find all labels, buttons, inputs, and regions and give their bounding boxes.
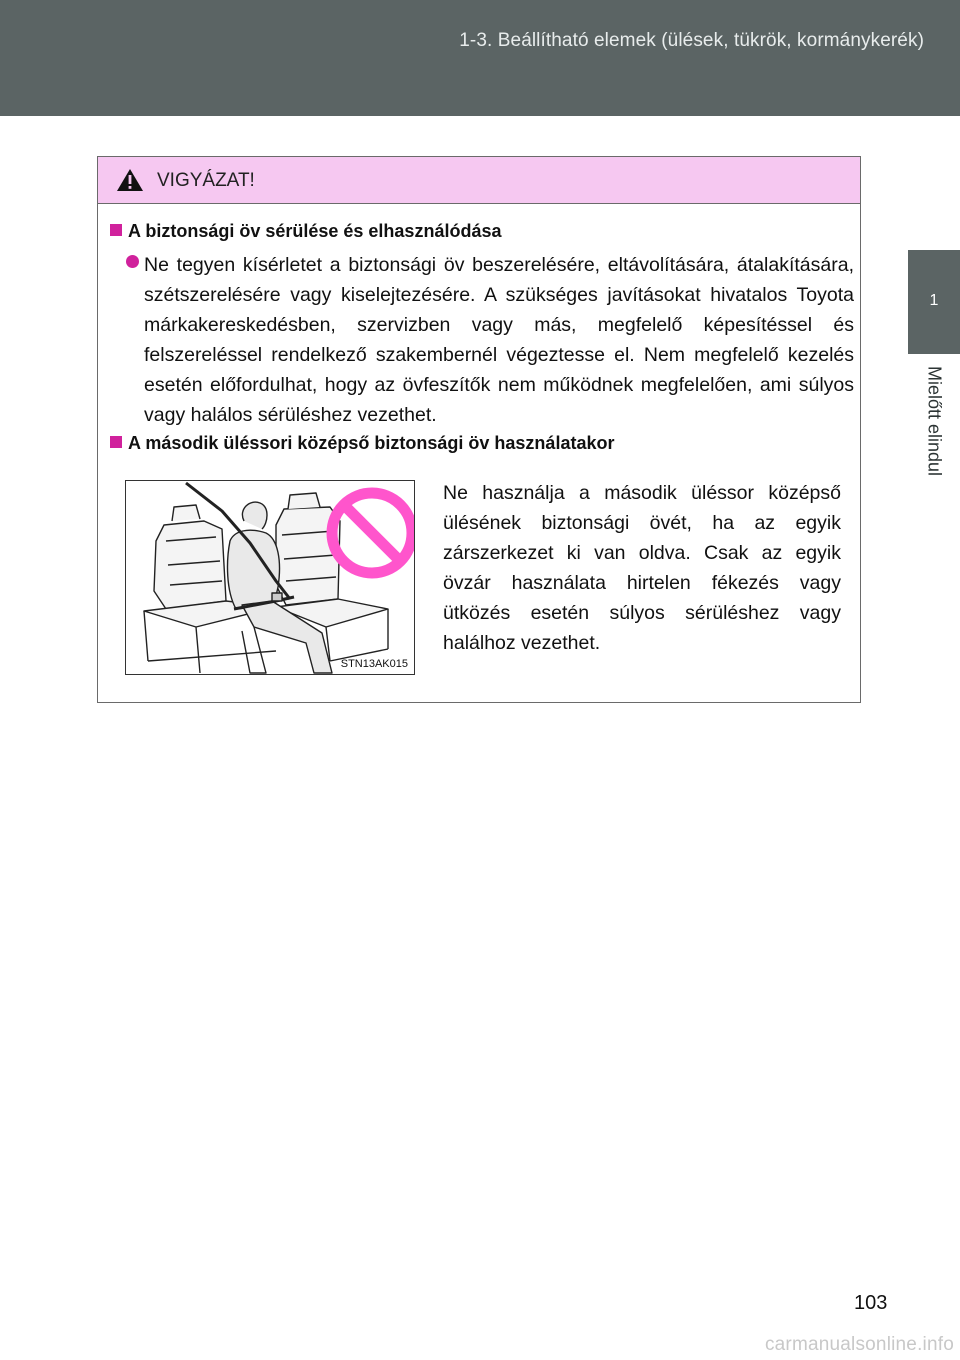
caution-title: VIGYÁZAT! [157,170,255,191]
warning-triangle-icon [116,168,144,192]
section-heading-belt-damage [110,221,501,242]
chapter-title: 1-3. Beállítható elemek (ülések, tükrök, kormánykerék) [459,30,924,51]
rear-seat-drawing [126,481,414,674]
square-bullet-icon [110,436,122,448]
center-belt-warning-text: Ne használja a második üléssor középső ülésének biztonsági övét, ha az egyik zárszerkezet ki van oldva. Csak az egyik övzár használata hirtelen fékezés vagy ütközés esetén súlyos sérüléshez vagy halálhoz vezethet. [443,482,841,654]
bullet-text: Ne tegyen kísérletet a biztonsági öv beszerelésére, eltávolítására, átalakítására, szétszerelésére vagy kiselejtezésére. A szükséges javításokat hivatalos Toyota márkakereskedésben, szervizben vagy más, megfelelő képesítéssel és felszereléssel rendelkező szakembernél végeztesse el. Nem megfelelő kezelés esetén előfordulhat, hogy az övfeszítők nem működnek megfelelően, ami súlyos vagy halálos sérüléshez vezethet. [144,254,854,426]
round-bullet-icon [126,255,139,268]
chapter-label-text: Mielőtt elindul [924,366,945,477]
chapter-number: 1 [929,292,939,309]
section-heading-text: A biztonsági öv sérülése és elhasználódása [128,221,502,241]
list-item [126,250,854,430]
caution-box [97,156,861,703]
chapter-tab [908,250,960,354]
watermark: carmanualsonline.info [764,1334,954,1355]
page-number: 103 [854,1292,888,1314]
chapter-side-label [908,354,960,514]
square-bullet-icon [110,224,122,236]
page-header [0,0,960,116]
section-heading-text: A második üléssori középső biztonsági öv használatakor [128,433,615,453]
figure-code: STN13AK015 [340,658,408,670]
caution-header [98,157,860,204]
seat-belt-illustration [125,480,415,675]
prohibition-icon [332,493,412,573]
section-heading-center-belt [110,433,614,454]
